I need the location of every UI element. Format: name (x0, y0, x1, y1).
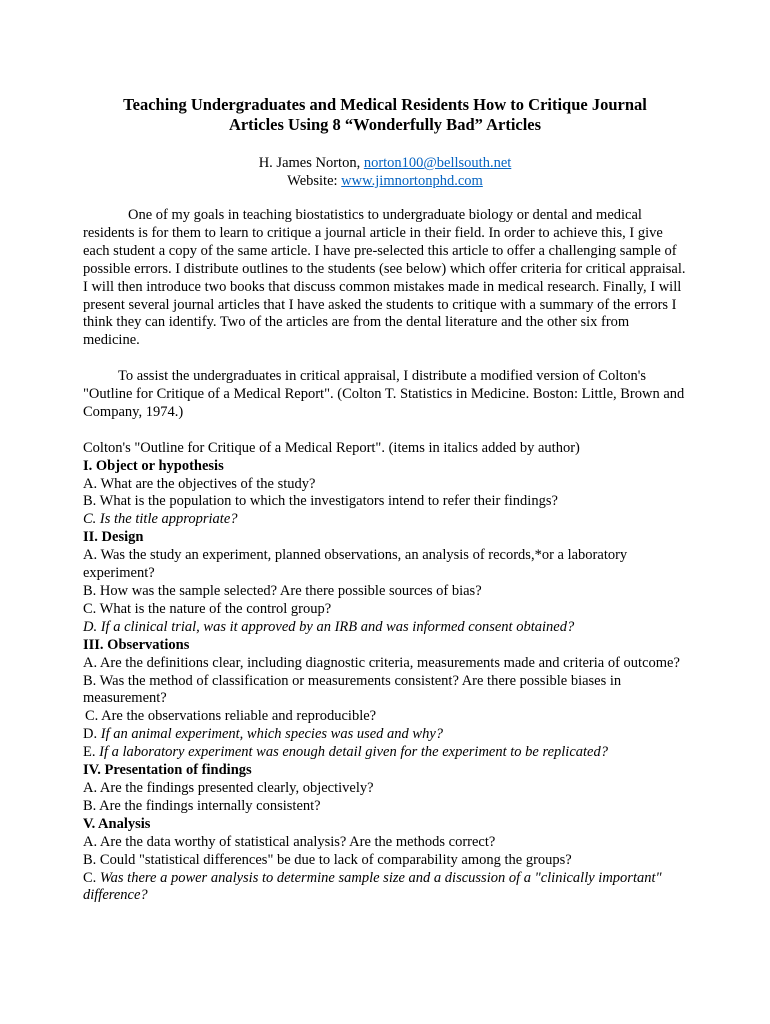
outline-item: C. What is the nature of the control group? (83, 600, 332, 617)
website-link[interactable]: www.jimnortonphd.com (341, 173, 483, 189)
title-line-1: Teaching Undergraduates and Medical Residents How to Critique Journal (123, 95, 647, 114)
document-body (83, 207, 688, 905)
author-line (83, 154, 687, 172)
outline-intro: Colton's "Outline for Critique of a Medical Report". (items in italics added by author) (83, 439, 580, 456)
outline-item: A. Are the data worthy of statistical analysis? Are the methods correct? (83, 833, 496, 850)
item-text: Was there a power analysis to determine sample size and a discussion of a "clinically important" difference? (83, 869, 662, 904)
website-label: Website: (287, 173, 342, 189)
item-text: If a laboratory experiment was enough detail given for the experiment to be replicated? (99, 744, 608, 761)
author-email-link[interactable]: norton100@bellsouth.net (363, 155, 512, 171)
website-line (83, 172, 687, 190)
outline-item: B. Could "statistical differences" be due to lack of comparability among the groups? (83, 851, 572, 868)
section-heading: III. Observations (83, 636, 190, 653)
outline-item: A. What are the objectives of the study? (83, 475, 316, 492)
outline-item: B. What is the population to which the investigators intend to refer their findings? (83, 493, 558, 510)
section-heading: II. Design (83, 529, 144, 546)
title-line-2: Articles Using 8 “Wonderfully Bad” Articles (228, 114, 542, 134)
section-heading: I. Object or hypothesis (83, 457, 224, 474)
appraisal-paragraph: To assist the undergraduates in critical appraisal, I distribute a modified version of Colton's "Outline for Critique of a Medical Report". (Colton T. Statistics in Medicine. Boston: Little, Brown and Company, 1974.) (83, 368, 685, 420)
item-letter: D. (83, 726, 101, 743)
outline-item: A. Was the study an experiment, planned observations, an analysis of records,*or a laboratory experiment? (83, 547, 628, 582)
author-name: H. James Norton, (258, 155, 364, 171)
intro-paragraph: One of my goals in teaching biostatistics to undergraduate biology or dental and medical residents is for them to learn to critique a journal article in their field. In order to achieve this, I give each student a copy of the same article. I have pre-selected this article to offer a challenging sample of possible errors. I distribute outlines to the students (see below) which offer criteria for critical appraisal. I will then introduce two books that discuss common mistakes made in medical research. Finally, I will present several journal articles that I have asked the students to critique with a summary of the errors I think they can identify. Two of the articles are from the dental literature and the other six from medicine. (83, 207, 686, 349)
outline-item: B. How was the sample selected? Are there possible sources of bias? (83, 583, 482, 599)
outline-item: A. Are the findings presented clearly, objectively? (83, 779, 374, 796)
outline-item: C. Are the observations reliable and reproducible? (85, 708, 377, 725)
outline-item-added (83, 744, 688, 762)
author-block (83, 154, 687, 190)
document-title (83, 95, 687, 134)
outline-item-added: C. Is the title appropriate? (83, 511, 238, 528)
section-heading: IV. Presentation of findings (83, 762, 252, 779)
outline-item-added: D. If a clinical trial, was it approved by an IRB and was informed consent obtained? (83, 618, 575, 635)
outline-item: B. Was the method of classification or measurements consistent? Are there possible biases in measurement? (83, 672, 622, 707)
section-heading: V. Analysis (83, 815, 151, 832)
outline-item: A. Are the definitions clear, including diagnostic criteria, measurements made and criteria of outcome? (83, 654, 680, 671)
outline-item-added (83, 870, 688, 906)
outline-item-added (83, 726, 688, 744)
item-letter: C. (83, 869, 100, 886)
item-text: If an animal experiment, which species was used and why? (100, 726, 444, 743)
outline-item: B. Are the findings internally consistent? (83, 797, 321, 814)
item-letter: E. (83, 744, 100, 761)
